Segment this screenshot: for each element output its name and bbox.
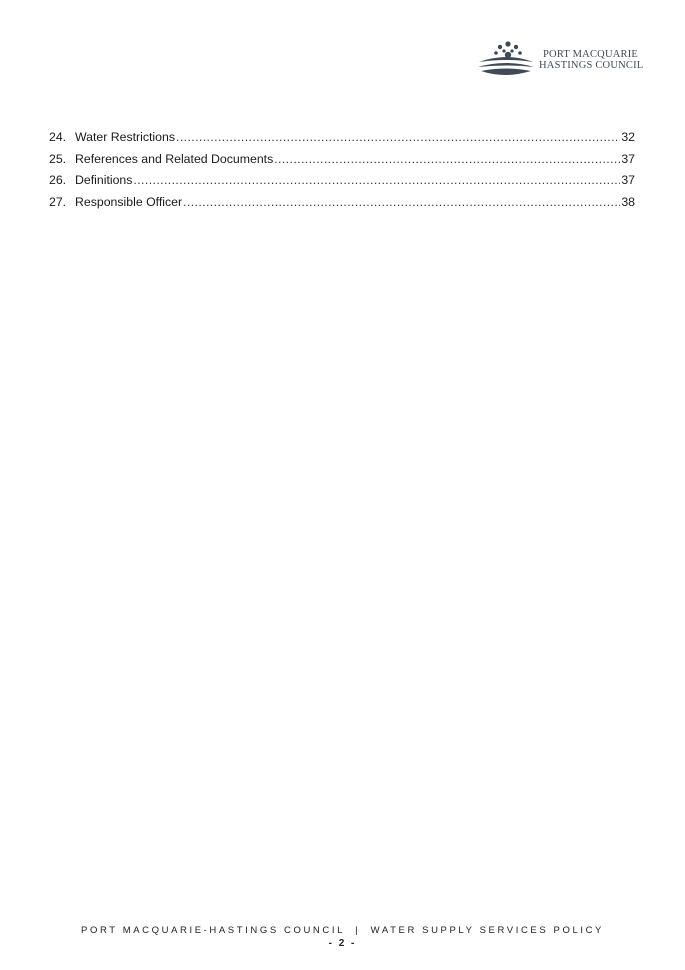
toc-entry-number: 26. [49, 173, 67, 188]
toc-entry-page: 37 [621, 151, 635, 166]
toc-entry-number: 27. [49, 195, 67, 210]
footer-document-title: WATER SUPPLY SERVICES POLICY [370, 925, 604, 936]
toc-entry-title: Water Restrictions [75, 130, 175, 144]
footer-org: PORT MACQUARIE-HASTINGS COUNCIL [81, 925, 345, 936]
page-number: - 2 - [328, 938, 357, 949]
toc-entry-number: 25. [49, 151, 67, 166]
toc-entry-27[interactable] [49, 194, 635, 216]
toc-entry-25[interactable] [49, 151, 635, 173]
toc-entry-title: References and Related Documents [75, 151, 274, 166]
toc-entry-number: 24. [49, 130, 67, 144]
toc-entry-title: Definitions [75, 173, 133, 188]
logo-line-2: HASTINGS COUNCIL [539, 60, 644, 71]
page-footer [0, 925, 685, 949]
council-logo-icon [477, 38, 535, 76]
council-logo [477, 38, 647, 78]
toc-dot-leader [183, 194, 620, 211]
footer-text [0, 925, 685, 936]
toc-entry-page: 38 [621, 195, 635, 210]
toc-entry-title: Responsible Officer [75, 195, 183, 210]
toc-entry-26[interactable] [49, 172, 635, 194]
logo-line-1: PORT MACQUARIE [543, 49, 639, 60]
footer-separator: | [355, 925, 361, 936]
toc-entry-page: 32 [621, 130, 635, 144]
toc-entry-page: 37 [621, 173, 635, 188]
toc-entry-24[interactable] [49, 129, 635, 151]
toc-dot-leader [176, 129, 620, 146]
table-of-contents [49, 129, 635, 216]
toc-dot-leader [274, 151, 620, 168]
toc-dot-leader [133, 172, 620, 189]
